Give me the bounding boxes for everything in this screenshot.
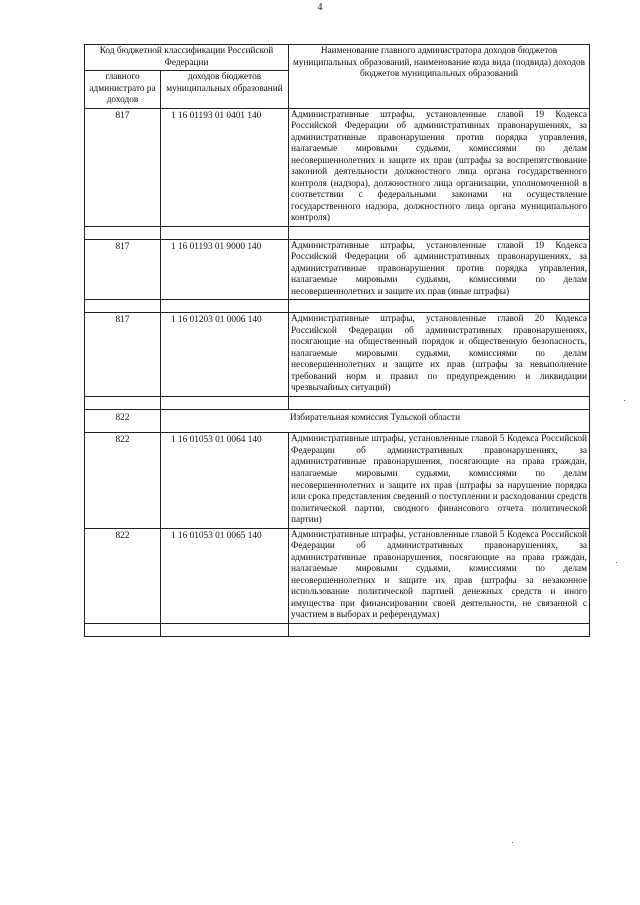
header-name-column: Наименование главного администратора доходов бюджетов муниципальных образований, наименование кода вида (подвида) доходов бюджетов муниципальных образований xyxy=(289,45,590,109)
table-row xyxy=(85,108,590,226)
revenue-code-cell: 1 16 01193 01 9000 140 xyxy=(161,239,289,300)
revenue-code-cell: 1 16 01053 01 0065 140 xyxy=(161,528,289,623)
revenue-code-cell: 1 16 01193 01 0401 140 xyxy=(161,108,289,226)
row-spacer xyxy=(85,623,590,636)
table-row xyxy=(85,433,590,528)
revenue-name-cell: Административные штрафы, установленные главой 5 Кодекса Российской Федерации об административных правонарушениях, за административные правонарушения, посягающие на права граждан, налагаемые мировыми судьями, комиссиями по делам несовершеннолетних и защите их прав (штрафы за незаконное использование политической партией денежных средств и иного имущества при финансировании своей деятельности, не связанной с участием в выборах и референдумах) xyxy=(289,528,590,623)
revenue-name-cell: Административные штрафы, установленные главой 19 Кодекса Российской Федерации об административных правонарушениях, за административные правонарушения против порядка управления, налагаемые мировыми судьями, комиссиями по делам несовершеннолетних и защите их прав (иные штрафы) xyxy=(289,239,590,300)
row-spacer xyxy=(85,300,590,313)
budget-classification-table xyxy=(84,44,590,637)
admin-code-cell: 822 xyxy=(85,433,161,528)
scan-speck xyxy=(616,562,617,563)
header-code-group: Код бюджетной классификации Российской Федерации xyxy=(85,45,289,71)
revenue-name-cell: Административные штрафы, установленные главой 5 Кодекса Российской Федерации об административных правонарушениях, за административные правонарушения, посягающие на права граждан, налагаемые мировыми судьями, комиссиями по делам несовершеннолетних и защите их прав (штрафы за нарушение порядка или срока представления сведений о поступлении и расходовании средств политической партии, сводного финансового отчета политической партии) xyxy=(289,433,590,528)
section-title: Избирательная комиссия Тульской области xyxy=(161,409,590,433)
scan-speck xyxy=(624,400,625,401)
row-spacer xyxy=(85,226,590,239)
admin-code-cell: 822 xyxy=(85,528,161,623)
table-row xyxy=(85,313,590,397)
section-row xyxy=(85,409,590,433)
table-header-row xyxy=(85,45,590,71)
table-row xyxy=(85,528,590,623)
header-revenue-column: доходов бюджетов муниципальных образований xyxy=(161,71,289,109)
admin-code-cell: 817 xyxy=(85,313,161,397)
revenue-name-cell: Административные штрафы, установленные главой 19 Кодекса Российской Федерации об административных правонарушениях, за административные правонарушения против порядка управления, налагаемые мировыми судьями, комиссиями по делам несовершеннолетних и защите их прав (штрафы за воспрепятствование законной деятельности должностного лица органа государственного контроля (надзора), должностного лица организации, уполномоченной в соответствии с федеральными законами на осуществление государственного надзора, должностного лица органа муниципального контроля) xyxy=(289,108,590,226)
row-spacer xyxy=(85,396,590,409)
admin-code-cell: 817 xyxy=(85,239,161,300)
table-row xyxy=(85,239,590,300)
revenue-code-cell: 1 16 01053 01 0064 140 xyxy=(161,433,289,528)
section-admin-code: 822 xyxy=(85,409,161,433)
admin-code-cell: 817 xyxy=(85,108,161,226)
revenue-code-cell: 1 16 01203 01 0006 140 xyxy=(161,313,289,397)
page-number: 4 xyxy=(317,2,323,13)
header-admin-column: главного администрато ра доходов xyxy=(85,71,161,109)
revenue-name-cell: Административные штрафы, установленные главой 20 Кодекса Российской Федерации об административных правонарушениях, посягающие на общественный порядок и общественную безопасность, налагаемые мировыми судьями, комиссиями по делам несовершеннолетних и защите их прав (штрафы за невыполнение требований норм и правил по предупреждению и ликвидации чрезвычайных ситуаций) xyxy=(289,313,590,397)
scan-speck xyxy=(512,842,513,843)
